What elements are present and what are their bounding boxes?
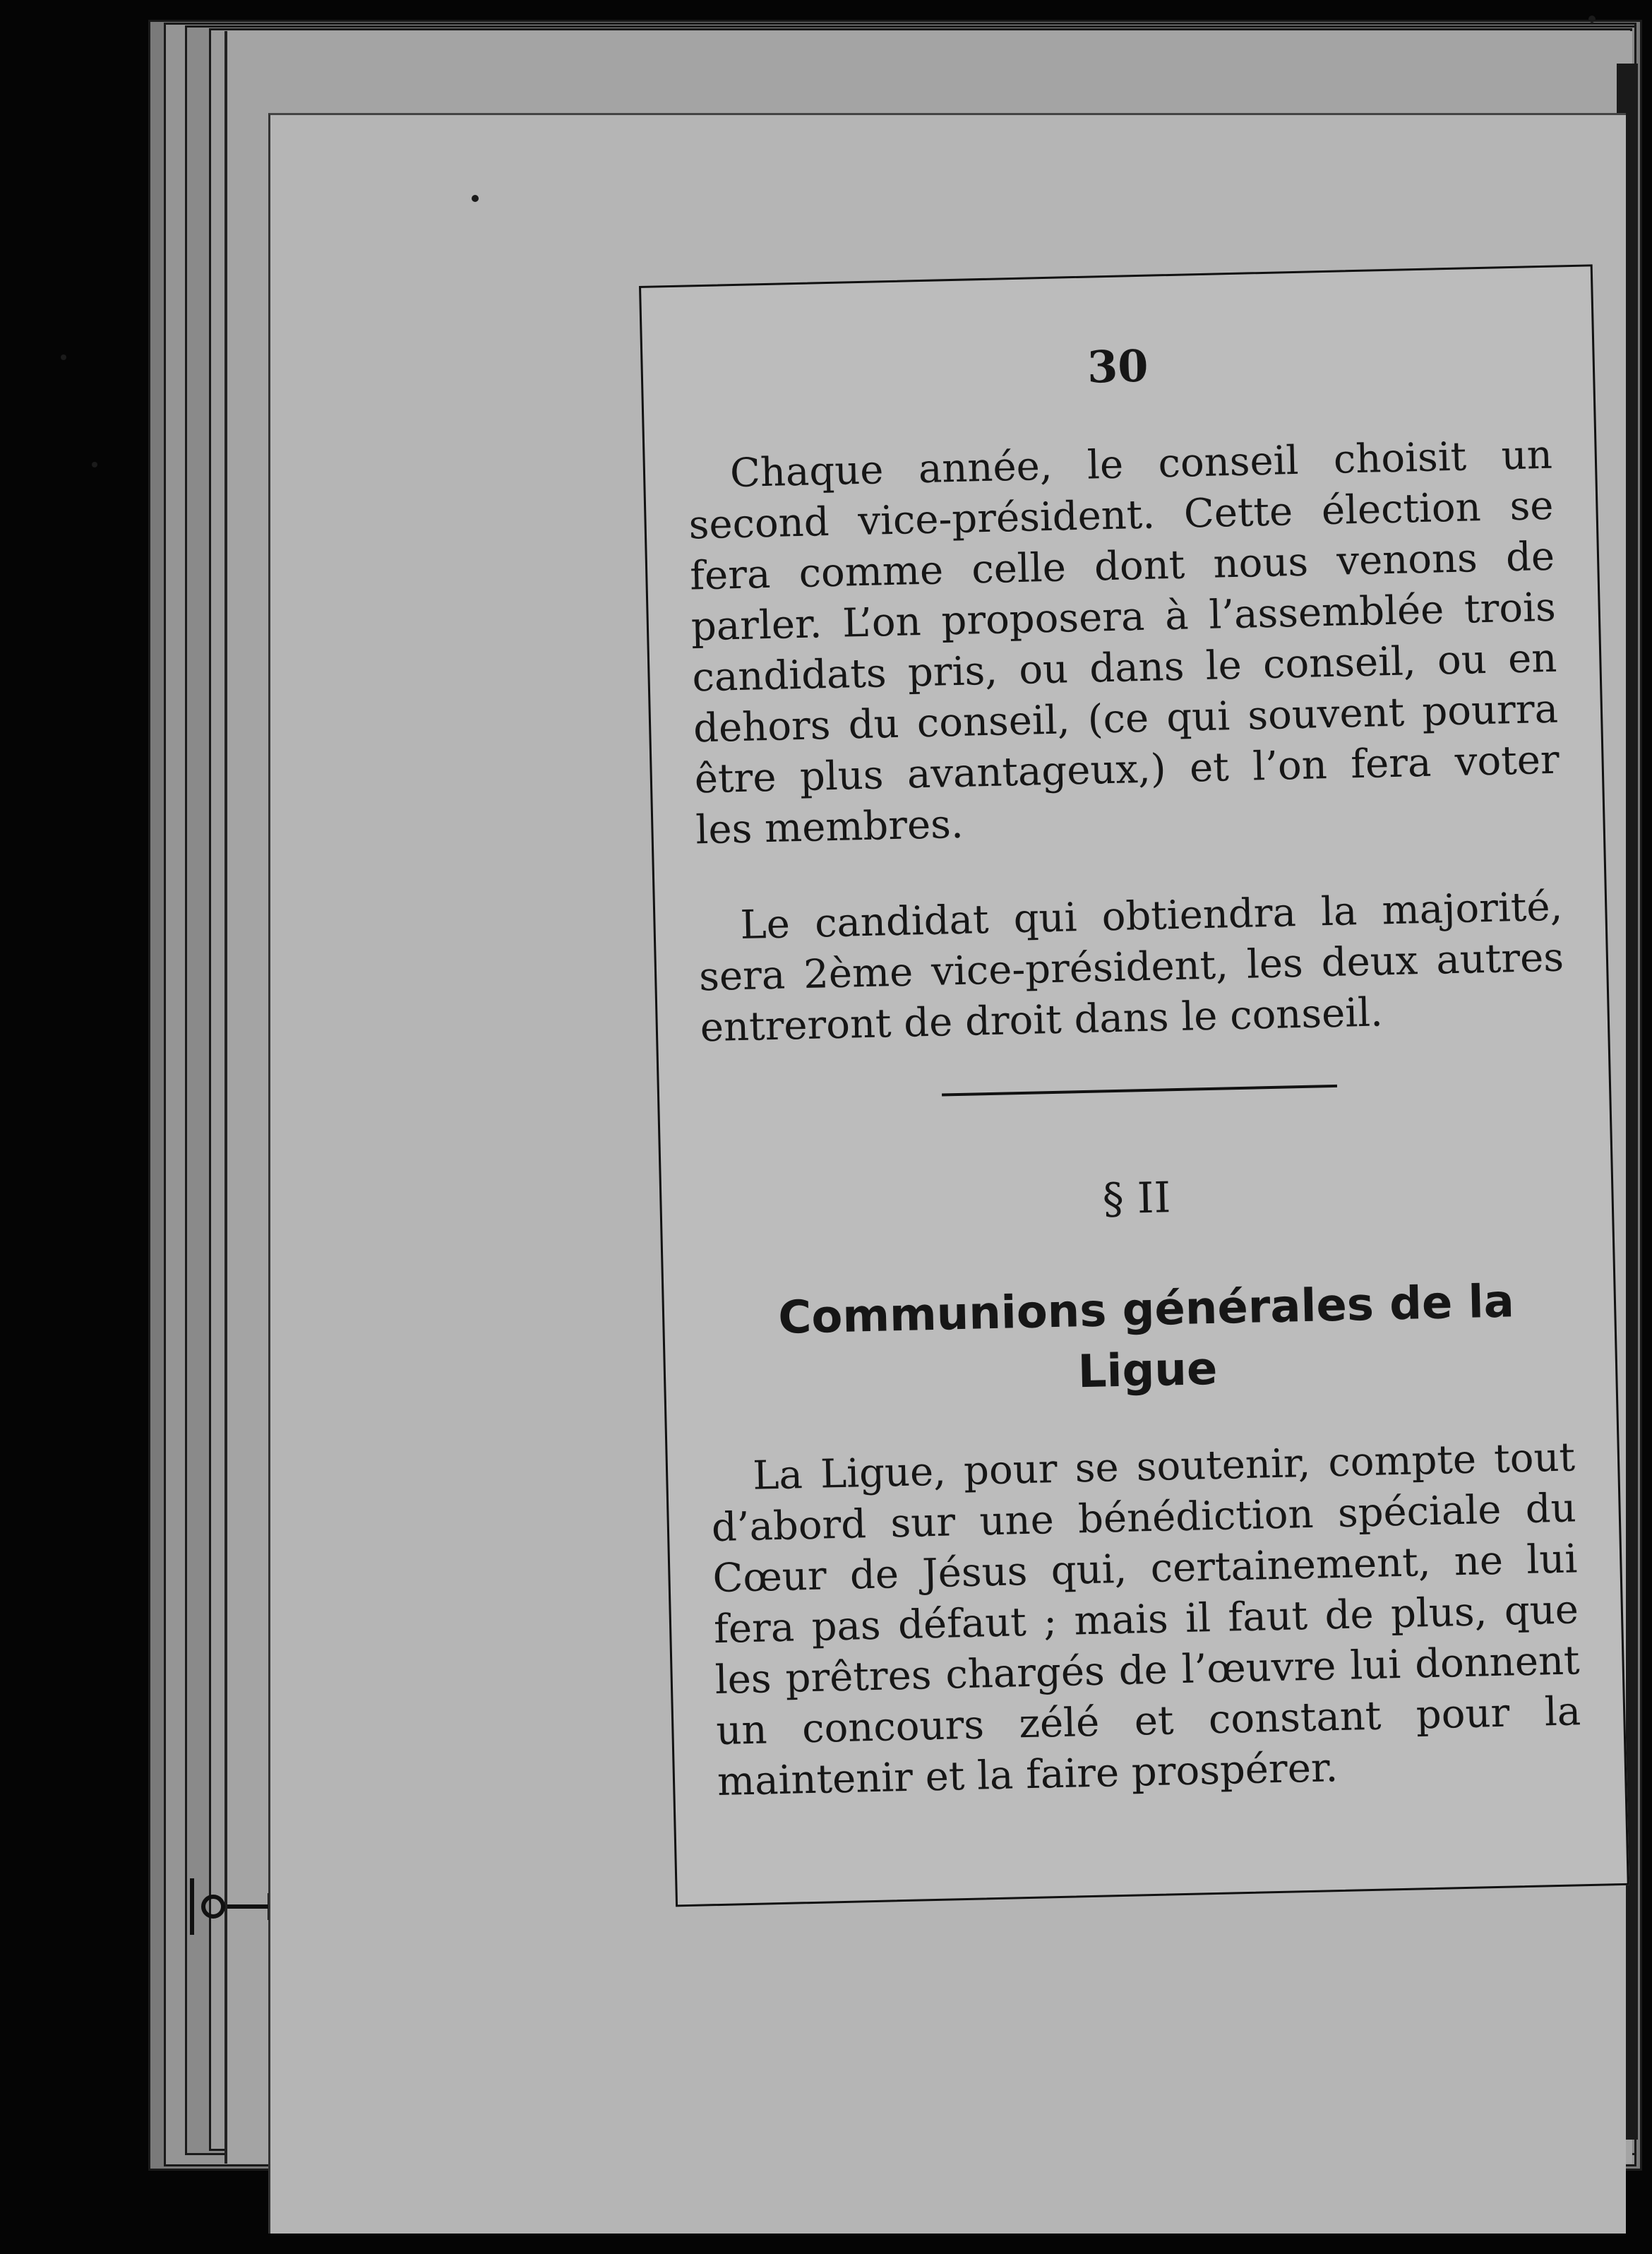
paragraph: Chaque année, le conseil choisit un second vice-président. Cette élection se fera comme celle dont nous venons de parler. L’on proposera à l’assemblée trois candidats pris, ou dans le conseil, ou en dehors du conseil, (ce qui souvent pourra être plus avantageux,) et l’on fera voter les membres. — [688, 431, 1560, 854]
dust-speck — [472, 195, 479, 202]
paragraph: La Ligue, pour se soutenir, compte tout d’abord sur une bénédiction spéciale du Cœur de Jésus qui, certainement, ne lui fera pas défaut ; mais il faut de plus, que les prêtres chargés de l’œuvre lui donnent un concours zélé et constant pour la maintenir et la faire prospérer. — [711, 1434, 1581, 1806]
clipped-article — [639, 264, 1629, 1907]
page-number: 30 — [1087, 340, 1149, 393]
section-divider — [942, 1085, 1337, 1097]
section-title: Communions générales de la Ligue — [777, 1275, 1515, 1399]
paragraph: Le candidat qui obtiendra la majorité, sera 2ème vice-président, les deux autres entreront de droit dans le conseil. — [698, 883, 1564, 1051]
section-mark: § II — [1101, 1173, 1172, 1224]
dust-speck — [92, 462, 97, 467]
dust-speck — [1588, 16, 1596, 23]
dust-speck — [61, 354, 66, 360]
